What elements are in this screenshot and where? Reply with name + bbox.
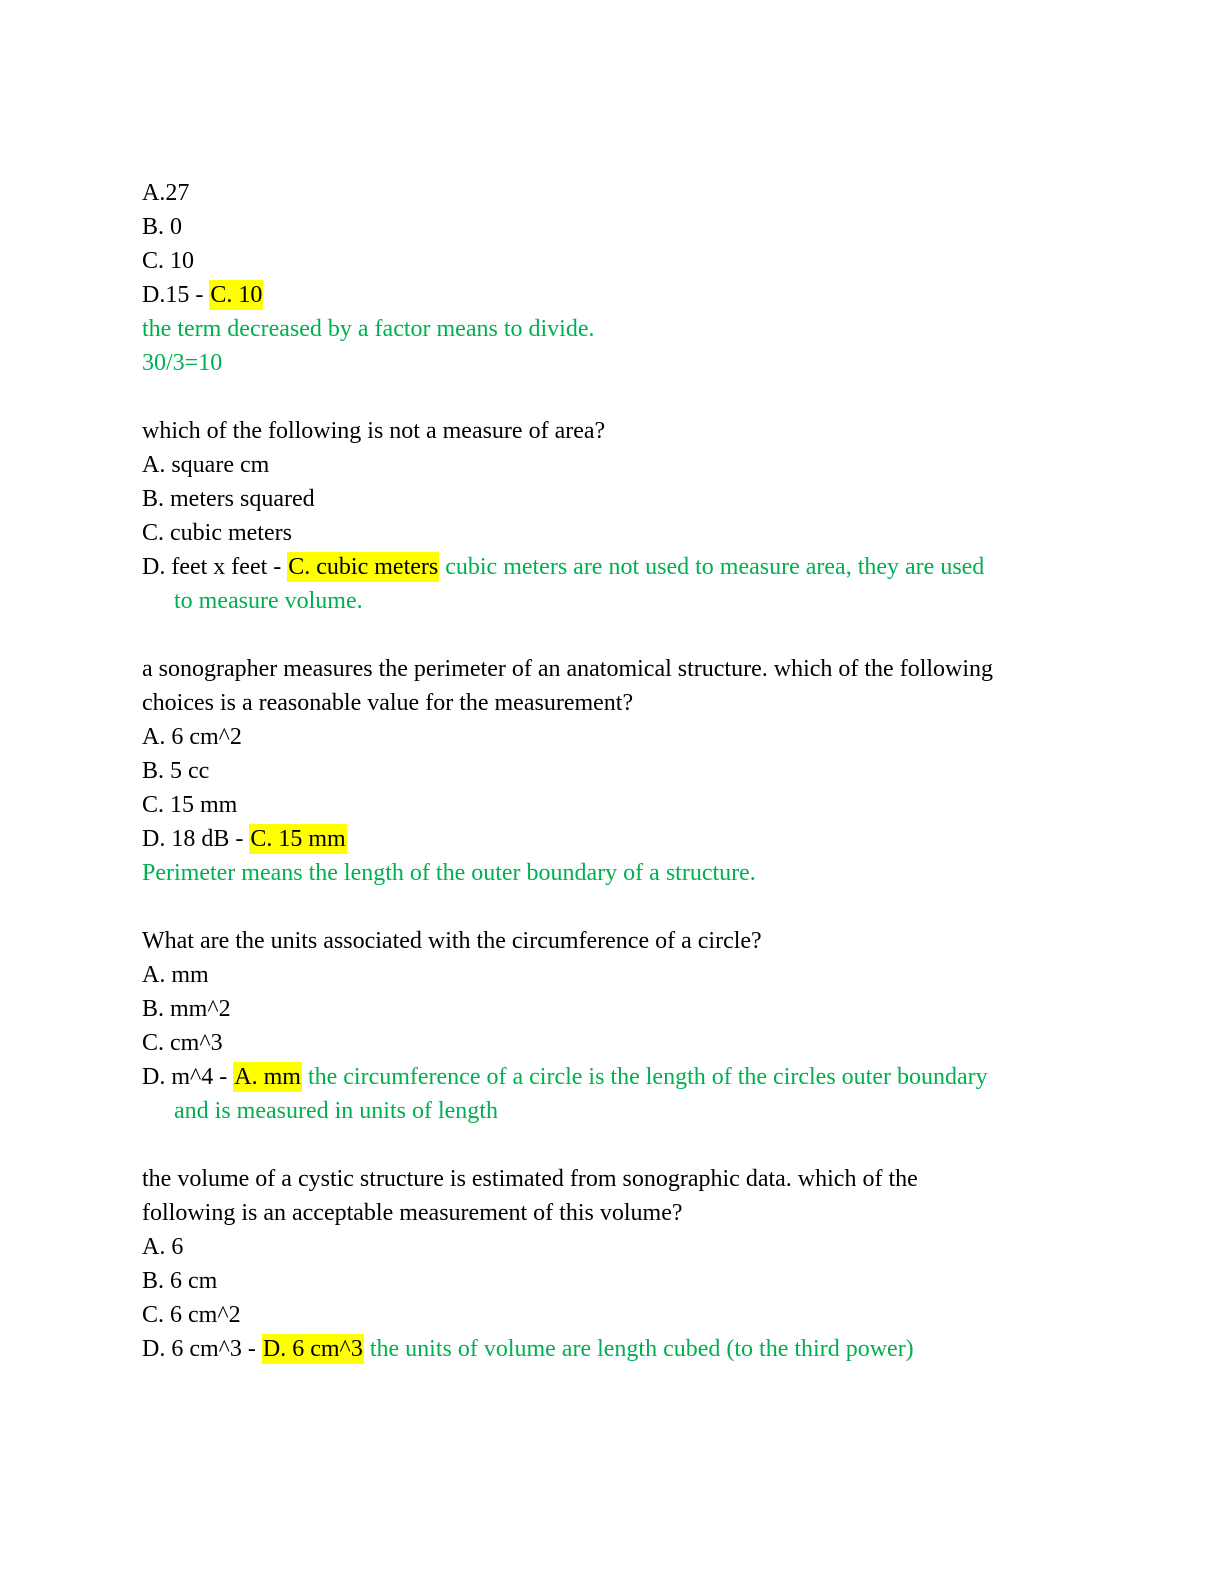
question-text: the volume of a cystic structure is estimated from sonographic data. which of the xyxy=(142,1166,918,1192)
option-a: A. 6 cm^2 xyxy=(142,724,242,750)
option-d-with-answer xyxy=(142,1332,1072,1366)
option-b: B. 5 cc xyxy=(142,758,210,784)
question-text: which of the following is not a measure of area? xyxy=(142,418,606,444)
question-text: a sonographer measures the perimeter of an anatomical structure. which of the following xyxy=(142,656,994,682)
highlighted-answer: C. 15 mm xyxy=(250,826,346,852)
question-block-5 xyxy=(142,1162,1072,1366)
option-d: D.15 - xyxy=(142,282,204,308)
option-d-with-answer xyxy=(142,278,1072,312)
spacer xyxy=(142,1128,1072,1162)
explanation-line: Perimeter means the length of the outer boundary of a structure. xyxy=(142,860,756,886)
option-b: B. 0 xyxy=(142,214,183,240)
question-block-4 xyxy=(142,924,1072,1128)
explanation-continued: and is measured in units of length xyxy=(174,1098,498,1124)
explanation-line: the term decreased by a factor means to divide. xyxy=(142,316,595,342)
question-block-1 xyxy=(142,176,1072,380)
option-a: A. mm xyxy=(142,962,209,988)
option-d: D. feet x feet - xyxy=(142,554,282,580)
option-b: B. 6 cm xyxy=(142,1268,218,1294)
option-d: D. m^4 - xyxy=(142,1064,228,1090)
explanation-text: cubic meters are not used to measure area, they are used xyxy=(445,554,985,580)
option-a: A.27 xyxy=(142,180,190,206)
spacer xyxy=(142,890,1072,924)
highlighted-answer: C. 10 xyxy=(210,282,263,308)
option-d-with-answer xyxy=(142,1060,1072,1094)
question-block-3 xyxy=(142,652,1072,890)
highlighted-answer: A. mm xyxy=(234,1064,301,1090)
option-a: A. square cm xyxy=(142,452,270,478)
explanation-text: the units of volume are length cubed (to the third power) xyxy=(369,1336,914,1362)
explanation-text: the circumference of a circle is the length of the circles outer boundary xyxy=(307,1064,988,1090)
option-d-with-answer xyxy=(142,550,1072,584)
option-b: B. meters squared xyxy=(142,486,315,512)
option-d: D. 6 cm^3 - xyxy=(142,1336,256,1362)
option-b: B. mm^2 xyxy=(142,996,231,1022)
question-text: choices is a reasonable value for the measurement? xyxy=(142,690,634,716)
option-d-with-answer xyxy=(142,822,1072,856)
question-block-2 xyxy=(142,414,1072,618)
question-text: following is an acceptable measurement of this volume? xyxy=(142,1200,683,1226)
spacer xyxy=(142,618,1072,652)
option-c: C. 15 mm xyxy=(142,792,238,818)
option-d: D. 18 dB - xyxy=(142,826,244,852)
explanation-line: 30/3=10 xyxy=(142,350,223,376)
option-c: C. 6 cm^2 xyxy=(142,1302,241,1328)
explanation-continued: to measure volume. xyxy=(174,588,363,614)
question-text: What are the units associated with the circumference of a circle? xyxy=(142,928,762,954)
document-page xyxy=(142,176,1072,1366)
highlighted-answer: C. cubic meters xyxy=(288,554,439,580)
option-a: A. 6 xyxy=(142,1234,184,1260)
option-c: C. 10 xyxy=(142,248,195,274)
highlighted-answer: D. 6 cm^3 xyxy=(262,1336,363,1362)
spacer xyxy=(142,380,1072,414)
option-c: C. cm^3 xyxy=(142,1030,223,1056)
option-c: C. cubic meters xyxy=(142,520,292,546)
